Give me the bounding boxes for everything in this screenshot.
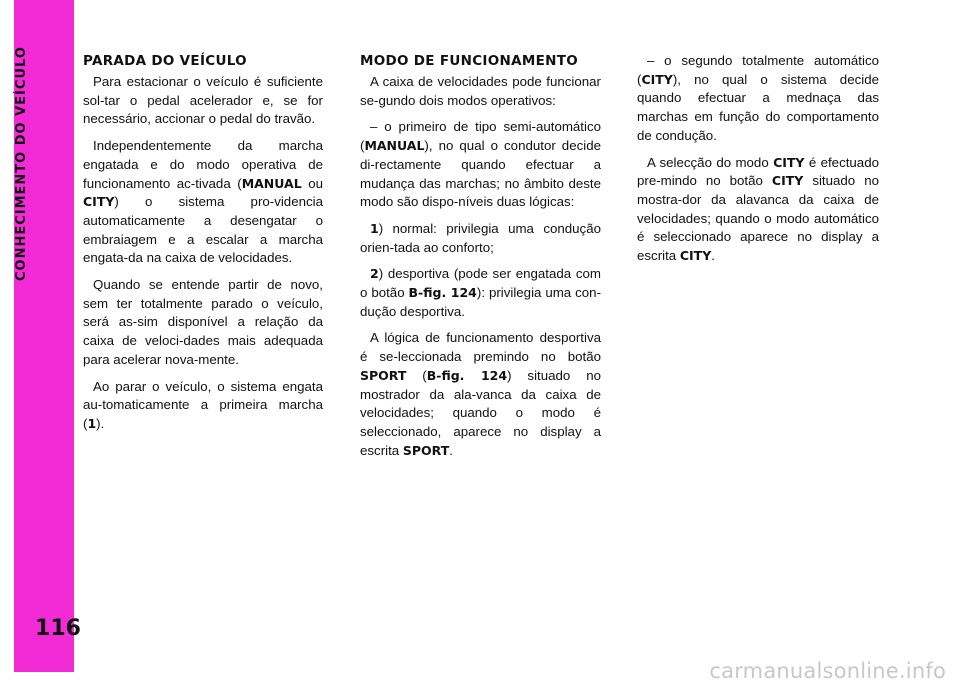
text: ) normal: privilegia uma condução orien-tada ao conforto; bbox=[360, 220, 601, 255]
text: Ao parar o veículo, o sistema engata au-tomaticamente a primeira marcha ( bbox=[83, 378, 323, 431]
section-title: CONHECIMENTO DO VEÍCULO bbox=[14, 46, 29, 281]
text: é efectuado pre-mindo no botão bbox=[637, 154, 879, 189]
paragraph bbox=[83, 137, 323, 268]
mode-label-manual: MANUAL bbox=[364, 138, 425, 154]
text: ), no qual o sistema decide quando efectuar a mednaça das marchas em função do comportamento de condução. bbox=[637, 71, 879, 143]
paragraph bbox=[83, 378, 323, 434]
gear-number: 1 bbox=[87, 415, 97, 431]
text: ) o sistema pro-videncia automaticamente a desengatar o embraiagem e a escalar a marcha engata-da na caixa de velocidades. bbox=[83, 194, 323, 266]
paragraph: Para estacionar o veículo é suficiente sol-tar o pedal acelerador e, se for necessário, accionar o pedal do travão. bbox=[83, 74, 323, 127]
paragraph: A caixa de velocidades pode funcionar se-gundo dois modos operativos: bbox=[360, 74, 601, 108]
logic-number: 1 bbox=[370, 220, 379, 236]
paragraph bbox=[360, 265, 601, 321]
heading-parada: PARADA DO VEÍCULO bbox=[83, 53, 247, 69]
text: . bbox=[449, 442, 453, 458]
mode-label-city: CITY bbox=[83, 194, 115, 210]
figure-reference: B-fig. 124 bbox=[426, 367, 508, 383]
mode-label-manual: MANUAL bbox=[241, 175, 302, 191]
mode-label-city: CITY bbox=[679, 248, 712, 264]
paragraph bbox=[360, 329, 601, 460]
paragraph bbox=[637, 154, 879, 266]
text: ). bbox=[96, 415, 105, 431]
mode-label-sport: SPORT bbox=[402, 442, 450, 458]
paragraph bbox=[637, 52, 879, 146]
text: – o primeiro de tipo semi-automático ( bbox=[360, 119, 601, 154]
mode-label-sport: SPORT bbox=[360, 367, 407, 383]
text: – o segundo totalmente automático ( bbox=[637, 53, 879, 87]
paragraph bbox=[360, 220, 601, 257]
text: ( bbox=[406, 367, 427, 383]
text: ) desportiva (pode ser engatada com o botão bbox=[360, 266, 601, 301]
text: ): privilegia uma con-dução desportiva. bbox=[360, 285, 601, 319]
text: ) situado no mostrador da ala-vanca da caixa de velocidades; quando o modo é seleccionado, aparece no display a escrita bbox=[360, 367, 601, 458]
watermark: carmanualsonline.info bbox=[709, 659, 946, 683]
logic-number: 2 bbox=[370, 266, 379, 282]
text: situado no mostra-dor da alavanca da caixa de velocidades; quando o modo automático é seleccionado aparece no display a escrita bbox=[637, 173, 879, 264]
page-number: 116 bbox=[35, 616, 81, 641]
text: A lógica de funcionamento desportiva é se-leccionada premindo no botão bbox=[360, 330, 601, 365]
text: ), no qual o condutor decide di-rectamente quando efectuar a mudança das marchas; no âmbito deste modo são dispo-níveis duas lógicas: bbox=[360, 138, 601, 210]
paragraph bbox=[360, 118, 601, 212]
column-2 bbox=[360, 52, 601, 468]
mode-label-city: CITY bbox=[641, 71, 673, 87]
mode-label-city: CITY bbox=[773, 154, 805, 170]
text: . bbox=[711, 248, 715, 264]
text: A selecção do modo bbox=[647, 154, 774, 170]
column-1 bbox=[83, 52, 323, 442]
text: ou bbox=[301, 175, 323, 191]
heading-modo: MODO DE FUNCIONAMENTO bbox=[360, 53, 578, 69]
column-3 bbox=[637, 52, 879, 274]
paragraph: Quando se entende partir de novo, sem ter totalmente parado o veículo, será as-sim disponível a relação da caixa de veloci-dades mais adequada para acelerar nova-mente. bbox=[83, 277, 323, 367]
figure-reference: B-fig. 124 bbox=[408, 285, 477, 301]
section-sidebar bbox=[14, 0, 81, 672]
text: Independentemente da marcha engatada e do modo operativa de funcionamento ac-tivada ( bbox=[83, 138, 323, 191]
mode-label-city: CITY bbox=[771, 173, 804, 189]
